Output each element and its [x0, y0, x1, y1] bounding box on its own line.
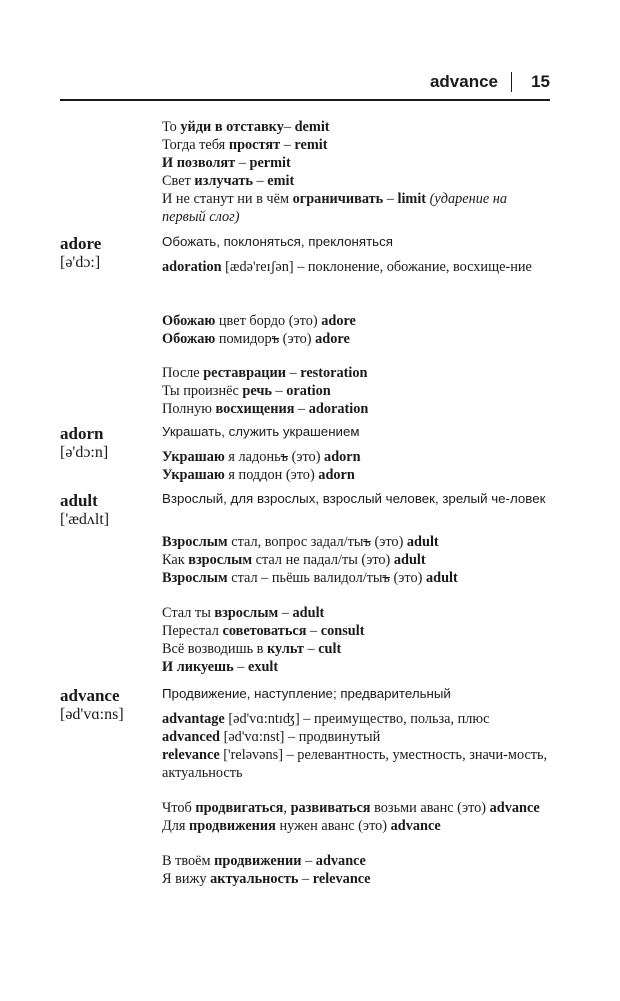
plain-text: –	[235, 155, 250, 171]
bold-term: Взрослым	[162, 570, 228, 586]
verse-line	[162, 364, 552, 382]
rhyme-lines	[162, 604, 552, 676]
bold-term: adore	[315, 331, 350, 347]
verse-line	[162, 190, 552, 226]
struck-letter: ъ	[280, 449, 289, 465]
plain-text: –	[278, 605, 293, 621]
verse-line	[162, 466, 552, 484]
plain-text: И не станут ни в чём	[162, 191, 293, 207]
derivative-line	[162, 746, 552, 782]
headword: advance	[60, 686, 120, 705]
plain-text: Свет	[162, 173, 195, 189]
bold-term: permit	[249, 155, 291, 171]
bold-term: Украшаю	[162, 467, 225, 483]
plain-text: –	[298, 871, 313, 887]
struck-letter: ъ	[363, 534, 371, 550]
bold-term: cult	[318, 641, 342, 657]
plain-text: (это)	[389, 570, 426, 586]
plain-text: После	[162, 365, 204, 381]
verse-line	[162, 817, 552, 835]
plain-text: Полную	[162, 401, 216, 417]
plain-text: –	[294, 401, 309, 417]
verse-line	[162, 551, 552, 569]
headword: adult	[60, 491, 98, 510]
plain-text: –	[233, 659, 248, 675]
plain-text: Тогда тебя	[162, 137, 229, 153]
bold-term: продвижения	[189, 818, 276, 834]
bold-term: советоваться	[222, 623, 307, 639]
bold-term: adult	[292, 605, 325, 621]
mnemonic-lines	[162, 799, 552, 835]
bold-term: restoration	[300, 365, 368, 381]
header-rule	[60, 99, 550, 101]
mnemonic-lines	[162, 448, 552, 484]
definition: Продвижение, наступление; предварительный	[162, 686, 451, 701]
plain-text: –	[252, 173, 268, 189]
definition: Украшать, служить украшением	[162, 424, 360, 439]
verse-line	[162, 799, 552, 817]
italic-note: (ударение на первый слог)	[162, 191, 507, 225]
plain-text: Для	[162, 818, 190, 834]
plain-text: Ты произнёс	[162, 383, 243, 399]
bold-term: культ	[267, 641, 304, 657]
verse-line	[162, 312, 552, 330]
bold-term: relevance	[162, 747, 220, 763]
header-separator	[511, 72, 512, 92]
derivative-line	[162, 710, 552, 728]
mnemonic-lines	[162, 533, 552, 587]
mnemonic-lines	[162, 312, 552, 348]
bold-term: adult	[393, 552, 426, 568]
bold-term: adoration	[162, 259, 222, 275]
plain-text: Я вижу	[162, 871, 211, 887]
bold-term: oration	[286, 383, 331, 399]
bold-term: продвигаться	[195, 800, 284, 816]
plain-text: [ædə'reɪʃən] – поклонение, обожание, восхище-ние	[221, 259, 532, 275]
plain-text: я ладонь	[224, 449, 281, 465]
bold-term: И ликуешь	[162, 659, 234, 675]
definition: Обожать, поклоняться, преклоняться	[162, 234, 393, 249]
verse-line	[162, 640, 552, 658]
verse-line	[162, 852, 552, 870]
bold-term: advance	[390, 818, 441, 834]
verse-line	[162, 448, 552, 466]
bold-term: Украшаю	[162, 449, 225, 465]
bold-term: уйди в отставку	[180, 119, 284, 135]
rhyme-lines	[162, 364, 552, 418]
rhyme-lines	[162, 852, 552, 888]
plain-text: Как	[162, 552, 189, 568]
plain-text: [əd'vɑ:nst] – продвинутый	[220, 729, 381, 745]
struck-letter: ъ	[271, 331, 280, 347]
verse-line	[162, 154, 552, 172]
verse-line	[162, 604, 552, 622]
bold-term: излучать	[194, 173, 253, 189]
plain-text: В твоём	[162, 853, 215, 869]
plain-text: цвет бордо (это)	[215, 313, 322, 329]
bold-term: adorn	[318, 467, 355, 483]
bold-term: advance	[489, 800, 540, 816]
verse-line	[162, 658, 552, 676]
derivative-line	[162, 728, 552, 746]
bold-term: Взрослым	[162, 534, 228, 550]
verse-line	[162, 172, 552, 190]
derivative-list	[162, 710, 552, 782]
bold-term: exult	[247, 659, 279, 675]
plain-text: нужен аванс (это)	[275, 818, 391, 834]
bold-term: взрослым	[188, 552, 253, 568]
plain-text: ['reləvəns] – релевантность, уместность, значи-мость, актуальность	[162, 747, 548, 781]
plain-text: стал не падал/ты (это)	[252, 552, 394, 568]
plain-text: То	[162, 119, 181, 135]
bold-term: adore	[321, 313, 356, 329]
plain-text: Перестал	[162, 623, 223, 639]
plain-text: –	[303, 641, 319, 657]
plain-text: я поддон (это)	[224, 467, 319, 483]
bold-term: limit	[397, 191, 427, 207]
verse-line	[162, 533, 552, 551]
intro-rhyme	[162, 118, 552, 226]
transcription: ['ædʌlt]	[60, 511, 110, 528]
transcription: [əd'vɑ:ns]	[60, 706, 124, 723]
plain-text: возьми аванс (это)	[370, 800, 490, 816]
verse-line	[162, 569, 552, 587]
transcription: [ə'dɔ:n]	[60, 444, 109, 461]
bold-term: adoration	[308, 401, 369, 417]
bold-term: И позволят	[162, 155, 236, 171]
bold-term: актуальность	[210, 871, 299, 887]
transcription: [ə'dɔ:]	[60, 254, 101, 271]
plain-text: [əd'vɑ:ntɪʤ] – преимущество, польза, плюс	[224, 711, 490, 727]
bold-term: consult	[320, 623, 365, 639]
plain-text: Стал ты	[162, 605, 215, 621]
running-header	[60, 72, 550, 102]
plain-text: –	[383, 191, 398, 207]
bold-term: Обожаю	[162, 313, 216, 329]
plain-text: стал – пьёшь валидол/ты	[227, 570, 383, 586]
running-head-word: advance	[429, 72, 498, 91]
headword: adore	[60, 234, 102, 253]
verse-line	[162, 400, 552, 418]
bold-term: ограничивать	[292, 191, 384, 207]
plain-text: –	[306, 623, 321, 639]
bold-term: простят	[228, 137, 281, 153]
verse-line	[162, 622, 552, 640]
bold-term: Обожаю	[162, 331, 216, 347]
bold-term: взрослым	[214, 605, 279, 621]
struck-letter: ъ	[382, 570, 390, 586]
plain-text: Чтоб	[162, 800, 196, 816]
bold-term: реставрации	[203, 365, 286, 381]
derivative-list	[162, 258, 552, 276]
bold-term: remit	[294, 137, 328, 153]
derivative-line	[162, 258, 552, 276]
verse-line	[162, 330, 552, 348]
plain-text: (это)	[370, 534, 407, 550]
plain-text: –	[283, 119, 295, 135]
plain-text: –	[280, 137, 295, 153]
page-number: 15	[531, 72, 550, 91]
verse-line	[162, 118, 552, 136]
bold-term: adorn	[324, 449, 361, 465]
bold-term: advanced	[162, 729, 220, 745]
bold-term: речь	[242, 383, 272, 399]
headword: adorn	[60, 424, 104, 443]
plain-text: Всё возводишь в	[162, 641, 267, 657]
plain-text: (это)	[279, 331, 316, 347]
plain-text: помидор	[215, 331, 272, 347]
bold-term: восхищения	[215, 401, 295, 417]
plain-text: –	[301, 853, 316, 869]
bold-term: relevance	[312, 871, 371, 887]
bold-term: продвижении	[214, 853, 302, 869]
plain-text: –	[271, 383, 287, 399]
plain-text: ,	[283, 800, 291, 816]
bold-term: advance	[315, 853, 366, 869]
bold-term: adult	[406, 534, 439, 550]
definition: Взрослый, для взрослых, взрослый человек, зрелый че-ловек	[162, 491, 546, 506]
bold-term: advantage	[162, 711, 225, 727]
verse-line	[162, 870, 552, 888]
verse-line	[162, 136, 552, 154]
bold-term: demit	[294, 119, 330, 135]
bold-term: adult	[425, 570, 458, 586]
plain-text: (это)	[288, 449, 325, 465]
bold-term: развиваться	[290, 800, 371, 816]
bold-term: emit	[267, 173, 295, 189]
plain-text: –	[285, 365, 301, 381]
plain-text: стал, вопрос задал/ты	[227, 534, 364, 550]
verse-line	[162, 382, 552, 400]
